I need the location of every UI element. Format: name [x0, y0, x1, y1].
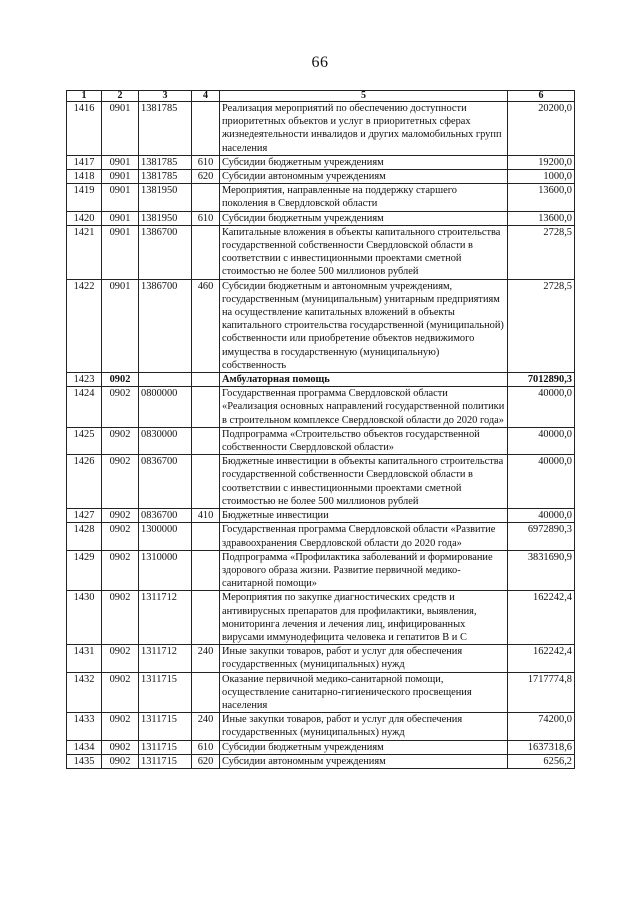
- amount: 162242,4: [508, 591, 575, 645]
- row-number: 1416: [67, 102, 102, 156]
- target-article-code: 0836700: [139, 455, 192, 509]
- amount: 19200,0: [508, 155, 575, 169]
- amount: 40000,0: [508, 427, 575, 454]
- row-number: 1420: [67, 211, 102, 225]
- item-name: Подпрограмма «Профилактика заболеваний и формирование здорового образа жизни. Развитие первичной медико-санитарной помощи»: [220, 550, 508, 591]
- table-row: [67, 102, 575, 156]
- table-row: [67, 523, 575, 550]
- section-code: 0902: [102, 427, 139, 454]
- table-row: [67, 170, 575, 184]
- expense-type-code: 610: [192, 740, 220, 754]
- amount: 7012890,3: [508, 373, 575, 387]
- amount: 74200,0: [508, 713, 575, 740]
- row-number: 1430: [67, 591, 102, 645]
- item-name: Субсидии автономным учреждениям: [220, 754, 508, 768]
- header-cell: 4: [192, 91, 220, 102]
- expense-type-code: [192, 591, 220, 645]
- amount: 20200,0: [508, 102, 575, 156]
- row-number: 1419: [67, 184, 102, 211]
- section-code: 0902: [102, 523, 139, 550]
- item-name: Государственная программа Свердловской области «Развитие здравоохранения Свердловской области до 2020 года»: [220, 523, 508, 550]
- row-number: 1421: [67, 225, 102, 279]
- amount: 3831690,9: [508, 550, 575, 591]
- header-row: [67, 91, 575, 102]
- target-article-code: 1381785: [139, 102, 192, 156]
- table-row: [67, 184, 575, 211]
- expense-type-code: [192, 523, 220, 550]
- amount: 162242,4: [508, 645, 575, 672]
- table-row: [67, 387, 575, 428]
- expense-type-code: 610: [192, 155, 220, 169]
- amount: 13600,0: [508, 184, 575, 211]
- section-code: 0902: [102, 591, 139, 645]
- section-code: 0901: [102, 170, 139, 184]
- target-article-code: 0830000: [139, 427, 192, 454]
- expense-type-code: [192, 387, 220, 428]
- target-article-code: 0800000: [139, 387, 192, 428]
- table-row: [67, 211, 575, 225]
- table-row: [67, 550, 575, 591]
- row-number: 1427: [67, 509, 102, 523]
- budget-table: [66, 90, 575, 769]
- target-article-code: [139, 373, 192, 387]
- table-row: [67, 713, 575, 740]
- row-number: 1426: [67, 455, 102, 509]
- header-cell: 5: [220, 91, 508, 102]
- row-number: 1424: [67, 387, 102, 428]
- item-name: Мероприятия, направленные на поддержку старшего поколения в Свердловской области: [220, 184, 508, 211]
- amount: 6972890,3: [508, 523, 575, 550]
- item-name: Оказание первичной медико-санитарной помощи, осуществление санитарно-гигиенического просвещения населения: [220, 672, 508, 713]
- expense-type-code: 460: [192, 279, 220, 372]
- item-name: Субсидии автономным учреждениям: [220, 170, 508, 184]
- row-number: 1418: [67, 170, 102, 184]
- target-article-code: 1381785: [139, 155, 192, 169]
- section-code: 0902: [102, 754, 139, 768]
- expense-type-code: 240: [192, 645, 220, 672]
- amount: 6256,2: [508, 754, 575, 768]
- table-row: [67, 740, 575, 754]
- target-article-code: 1311715: [139, 754, 192, 768]
- amount: 2728,5: [508, 225, 575, 279]
- target-article-code: 1381950: [139, 184, 192, 211]
- section-code: 0901: [102, 155, 139, 169]
- section-code: 0902: [102, 713, 139, 740]
- row-number: 1425: [67, 427, 102, 454]
- row-number: 1431: [67, 645, 102, 672]
- item-name: Иные закупки товаров, работ и услуг для обеспечения государственных (муниципальных) нужд: [220, 713, 508, 740]
- item-name: Амбулаторная помощь: [220, 373, 508, 387]
- target-article-code: 1381785: [139, 170, 192, 184]
- row-number: 1429: [67, 550, 102, 591]
- expense-type-code: [192, 184, 220, 211]
- amount: 1000,0: [508, 170, 575, 184]
- target-article-code: 1311715: [139, 740, 192, 754]
- item-name: Субсидии бюджетным учреждениям: [220, 740, 508, 754]
- target-article-code: 1311715: [139, 713, 192, 740]
- section-code: 0902: [102, 387, 139, 428]
- item-name: Иные закупки товаров, работ и услуг для обеспечения государственных (муниципальных) нужд: [220, 645, 508, 672]
- header-cell: 3: [139, 91, 192, 102]
- section-code: 0902: [102, 645, 139, 672]
- section-code: 0902: [102, 740, 139, 754]
- amount: 40000,0: [508, 387, 575, 428]
- item-name: Бюджетные инвестиции в объекты капитального строительства государственной собственности Свердловской области в соответствии с инвестиционными проектами сметной стоимостью не более 500 миллионов рублей: [220, 455, 508, 509]
- header-cell: 6: [508, 91, 575, 102]
- section-code: 0902: [102, 455, 139, 509]
- target-article-code: 1386700: [139, 225, 192, 279]
- expense-type-code: 410: [192, 509, 220, 523]
- target-article-code: 0836700: [139, 509, 192, 523]
- item-name: Субсидии бюджетным учреждениям: [220, 155, 508, 169]
- row-number: 1423: [67, 373, 102, 387]
- table-row: [67, 509, 575, 523]
- expense-type-code: [192, 672, 220, 713]
- expense-type-code: [192, 455, 220, 509]
- target-article-code: 1311712: [139, 645, 192, 672]
- row-number: 1435: [67, 754, 102, 768]
- item-name: Субсидии бюджетным учреждениям: [220, 211, 508, 225]
- item-name: Субсидии бюджетным и автономным учреждениям, государственным (муниципальным) унитарным предприятиям на осуществление капитальных вложений в объекты капитального строительства государственной (муниципальной) собственности или приобретение объектов недвижимого имущества в государственную (муниципальную) собственность: [220, 279, 508, 372]
- amount: 1637318,6: [508, 740, 575, 754]
- target-article-code: 1386700: [139, 279, 192, 372]
- expense-type-code: [192, 373, 220, 387]
- row-number: 1433: [67, 713, 102, 740]
- section-code: 0901: [102, 279, 139, 372]
- expense-type-code: 610: [192, 211, 220, 225]
- row-number: 1428: [67, 523, 102, 550]
- item-name: Бюджетные инвестиции: [220, 509, 508, 523]
- section-code: 0901: [102, 225, 139, 279]
- page-number: 66: [311, 54, 329, 71]
- table-row: [67, 279, 575, 372]
- expense-type-code: [192, 225, 220, 279]
- section-code: 0901: [102, 211, 139, 225]
- amount: 1717774,8: [508, 672, 575, 713]
- target-article-code: 1300000: [139, 523, 192, 550]
- header-cell: 2: [102, 91, 139, 102]
- table-row: [67, 455, 575, 509]
- amount: 2728,5: [508, 279, 575, 372]
- item-name: Мероприятия по закупке диагностических средств и антивирусных препаратов для профилактики, выявления, мониторинга лечения и лечения лиц, инфицированных вирусами иммунодефицита человека и гепатитов В и С: [220, 591, 508, 645]
- table-row: [67, 645, 575, 672]
- item-name: Капитальные вложения в объекты капитального строительства государственной собственности Свердловской области в соответствии с инвестиционными проектами сметной стоимостью не более 500 миллионов рублей: [220, 225, 508, 279]
- target-article-code: 1381950: [139, 211, 192, 225]
- amount: 13600,0: [508, 211, 575, 225]
- expense-type-code: 620: [192, 754, 220, 768]
- table-row: [67, 754, 575, 768]
- table-row: [67, 672, 575, 713]
- header-cell: 1: [67, 91, 102, 102]
- row-number: 1432: [67, 672, 102, 713]
- item-name: Государственная программа Свердловской области «Реализация основных направлений государственной политики в строительном комплексе Свердловской области до 2020 года»: [220, 387, 508, 428]
- table-row: [67, 225, 575, 279]
- row-number: 1417: [67, 155, 102, 169]
- target-article-code: 1311712: [139, 591, 192, 645]
- target-article-code: 1310000: [139, 550, 192, 591]
- table-row: [67, 427, 575, 454]
- table-row: [67, 155, 575, 169]
- section-code: 0902: [102, 672, 139, 713]
- row-number: 1422: [67, 279, 102, 372]
- expense-type-code: [192, 550, 220, 591]
- table-row: [67, 373, 575, 387]
- expense-type-code: 620: [192, 170, 220, 184]
- expense-type-code: 240: [192, 713, 220, 740]
- section-code: 0902: [102, 373, 139, 387]
- section-code: 0901: [102, 184, 139, 211]
- section-code: 0902: [102, 509, 139, 523]
- expense-type-code: [192, 427, 220, 454]
- amount: 40000,0: [508, 509, 575, 523]
- row-number: 1434: [67, 740, 102, 754]
- expense-type-code: [192, 102, 220, 156]
- target-article-code: 1311715: [139, 672, 192, 713]
- table-row: [67, 591, 575, 645]
- amount: 40000,0: [508, 455, 575, 509]
- item-name: Реализация мероприятий по обеспечению доступности приоритетных объектов и услуг в приоритетных сферах жизнедеятельности инвалидов и других маломобильных групп населения: [220, 102, 508, 156]
- section-code: 0902: [102, 550, 139, 591]
- item-name: Подпрограмма «Строительство объектов государственной собственности Свердловской области»: [220, 427, 508, 454]
- section-code: 0901: [102, 102, 139, 156]
